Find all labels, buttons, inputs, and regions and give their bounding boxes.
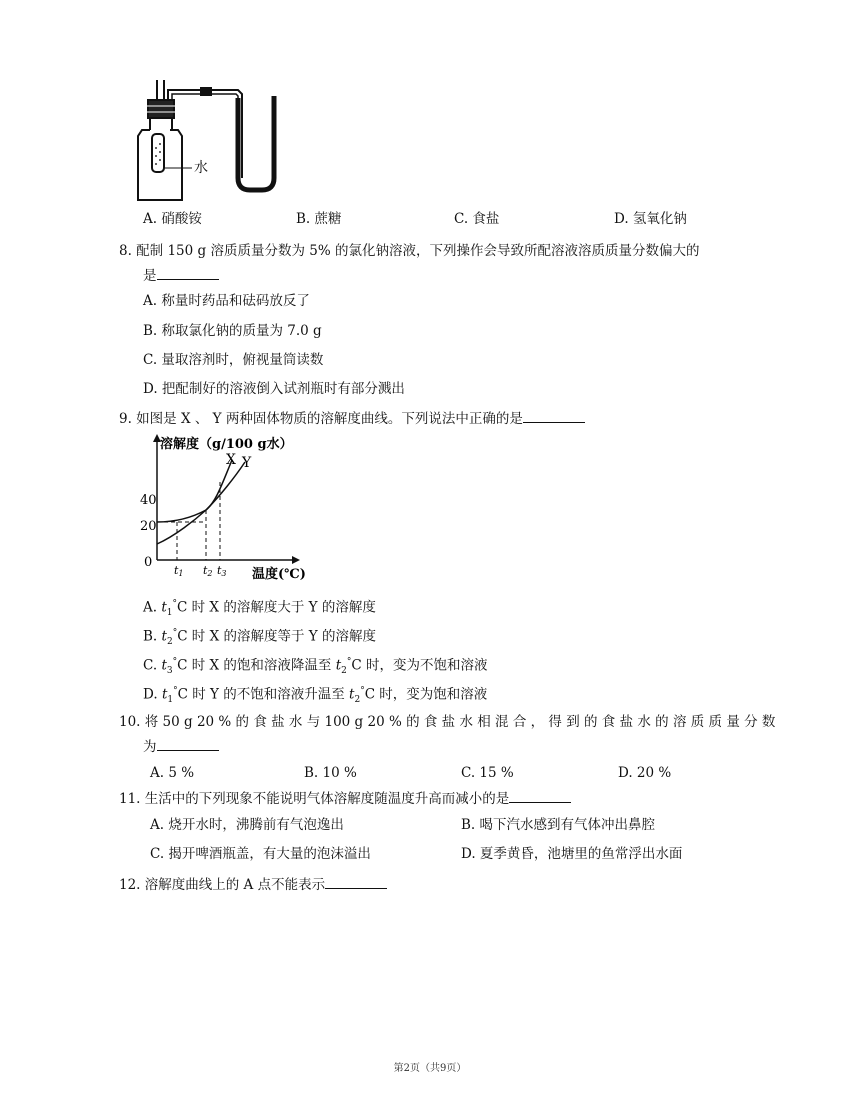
answer-blank — [157, 738, 219, 751]
y-axis-label: 溶解度（g/100 g水） — [160, 437, 293, 452]
answer-blank — [325, 876, 387, 889]
q10-option-d: D. 20 % — [618, 765, 672, 781]
q11-option-d: D. 夏季黄昏，池塘里的鱼常浮出水面 — [461, 846, 683, 862]
q9-option-a: A. $t_1^\circ C$ 时 X 的溶解度大于 Y 的溶解度 — [143, 599, 376, 619]
x-tick-t1: t1 — [174, 564, 184, 578]
q10-stem-line2: 为 — [143, 738, 219, 756]
series-label-x: X — [226, 452, 236, 468]
q10-option-a: A. 5 % — [150, 765, 195, 781]
q10-stem-line1: 10. 将 50 g 20 % 的 食 盐 水 与 100 g 20 % 的 食 盐 水 相 混 合 ， 得 到 的 食 盐 水 的 溶 质 质 量 分 数 — [119, 714, 776, 730]
q8-stem-line2: 是 — [143, 267, 219, 285]
q7-option-c: C. 食盐 — [454, 211, 500, 227]
q9-option-b: B. $t_2^\circ C$ 时 X 的溶解度等于 Y 的溶解度 — [143, 628, 376, 648]
q8-option-b: B. 称取氯化钠的质量为 7.0 g — [143, 323, 322, 339]
water-label: 水 — [194, 160, 208, 176]
q9-option-d: D. $t_1^\circ C$ 时 Y 的不饱和溶液升温至 $t_2^\circ C$ 时，变为饱和溶液 — [143, 686, 488, 706]
curve-y — [157, 462, 245, 544]
x-tick-t3: t3 — [217, 564, 227, 578]
q11-stem: 11. 生活中的下列现象不能说明气体溶解度随温度升高而减小的是 — [119, 790, 571, 808]
q8-option-d: D. 把配制好的溶液倒入试剂瓶时有部分溅出 — [143, 381, 405, 397]
series-label-y: Y — [242, 455, 252, 471]
page-footer: 第2页（共9页） — [393, 1063, 467, 1074]
x-axis-label: 温度(℃) — [252, 567, 306, 582]
q9-stem: 9. 如图是 X 、 Y 两种固体物质的溶解度曲线。下列说法中正确的是 — [119, 410, 585, 428]
curve-x — [157, 460, 232, 522]
q7-option-d: D. 氢氧化钠 — [614, 211, 687, 227]
answer-blank — [157, 267, 219, 280]
y-tick-0: 0 — [144, 555, 153, 570]
apparatus-figure — [128, 78, 288, 204]
q8-option-a: A. 称量时药品和砝码放反了 — [143, 293, 310, 309]
q10-option-c: C. 15 % — [461, 765, 514, 781]
q7-option-a: A. 硝酸铵 — [143, 211, 202, 227]
q7-option-b: B. 蔗糖 — [296, 211, 342, 227]
y-tick-40: 40 — [140, 493, 157, 508]
answer-blank — [523, 410, 585, 423]
solubility-graph — [140, 432, 320, 582]
q10-option-b: B. 10 % — [304, 765, 357, 781]
q9-option-c: C. $t_3^\circ C$ 时 X 的饱和溶液降温至 $t_2^\circ C$ 时，变为不饱和溶液 — [143, 657, 488, 677]
answer-blank — [509, 790, 571, 803]
q8-stem-line1: 8. 配制 150 g 溶质质量分数为 5% 的氯化钠溶液，下列操作会导致所配溶液溶质质量分数偏大的 — [119, 243, 700, 259]
x-tick-t2: t2 — [203, 564, 213, 578]
q11-option-b: B. 喝下汽水感到有气体冲出鼻腔 — [461, 817, 656, 833]
q11-option-a: A. 烧开水时，沸腾前有气泡逸出 — [150, 817, 344, 833]
y-tick-20: 20 — [140, 519, 157, 534]
q12-stem: 12. 溶解度曲线上的 A 点不能表示 — [119, 876, 387, 894]
q11-option-c: C. 揭开啤酒瓶盖，有大量的泡沫溢出 — [150, 846, 371, 862]
q8-option-c: C. 量取溶剂时，俯视量筒读数 — [143, 352, 324, 368]
